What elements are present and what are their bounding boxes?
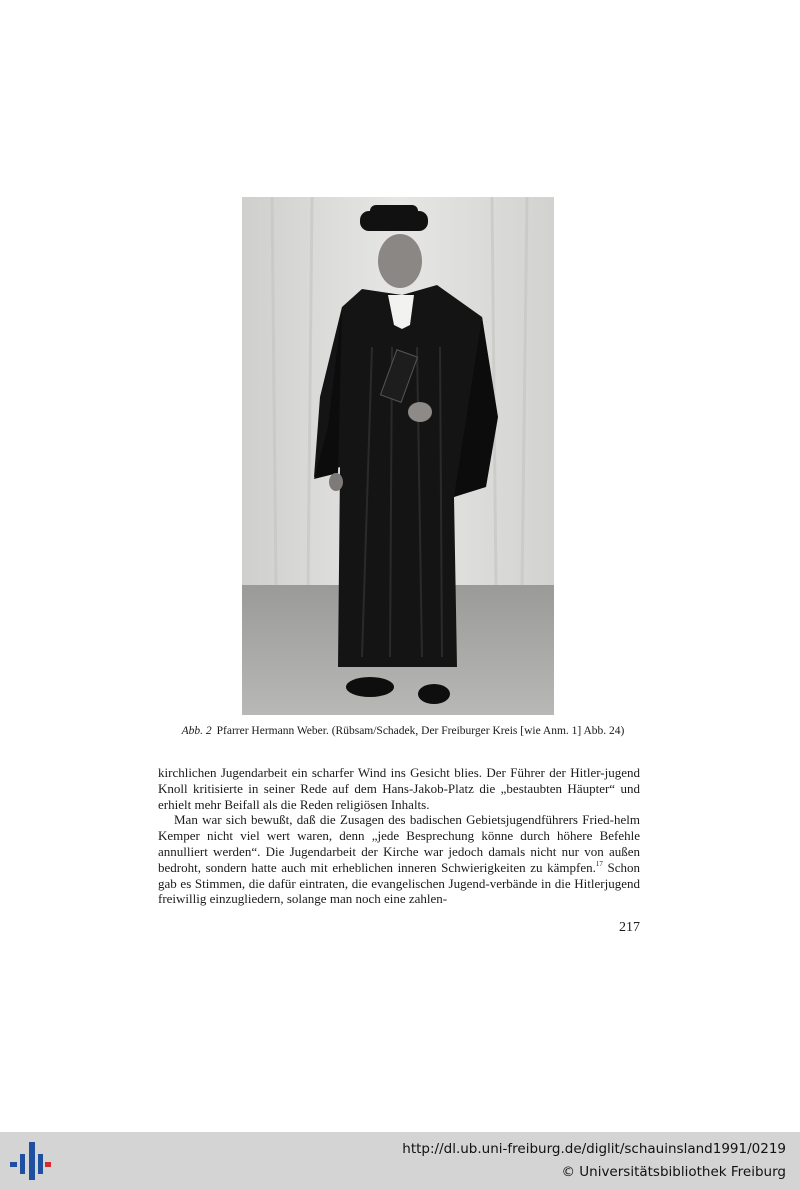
paragraph-2-part-2: Schon gab es Stimmen, die dafür eintraten, die evangelischen Jugend-verbände in die Hitlerjugend freiwillig einzugliedern, solange man noch eine zahlen- bbox=[158, 859, 640, 907]
portrait-illustration bbox=[242, 197, 554, 715]
body-text bbox=[158, 765, 640, 907]
paragraph-2-part-1: Man war sich bewußt, daß die Zusagen des badischen Gebietsjugendführers Fried-helm Kemper nicht viel wert waren, denn „jede Besprechung könne durch höhere Befehle annulliert werden“. Die Jugendarbeit der Kirche war jedoch damals nicht nur von außen bedroht, sondern hatte auch mit erheblichen inneren Schwierigkeiten zu kämpfen. bbox=[158, 812, 640, 875]
copyright-notice: © Universitätsbibliothek Freiburg bbox=[561, 1164, 786, 1180]
paragraph-1: kirchlichen Jugendarbeit ein scharfer Wind ins Gesicht blies. Der Führer der Hitler-jugend Knoll kritisierte in seiner Rede auf dem Hans-Jakob-Platz die „bestaubten Häupter“ und erhielt mehr Beifall als die Reden religiösen Inhalts. bbox=[158, 765, 640, 812]
figure-label: Abb. 2 bbox=[181, 725, 212, 737]
portrait-photo bbox=[242, 197, 554, 715]
footer-bar bbox=[0, 1132, 800, 1189]
source-url-link[interactable]: http://dl.ub.uni-freiburg.de/diglit/schauinsland1991/0219 bbox=[402, 1141, 786, 1157]
figure-caption-text: Pfarrer Hermann Weber. (Rübsam/Schadek, Der Freiburger Kreis [wie Anm. 1] Abb. 24) bbox=[216, 725, 625, 737]
library-logo-icon bbox=[8, 1140, 52, 1182]
page-number: 217 bbox=[619, 920, 640, 935]
footnote-ref-17[interactable]: 17 bbox=[595, 859, 603, 868]
paragraph-2 bbox=[158, 812, 640, 907]
figure-caption bbox=[158, 724, 648, 738]
